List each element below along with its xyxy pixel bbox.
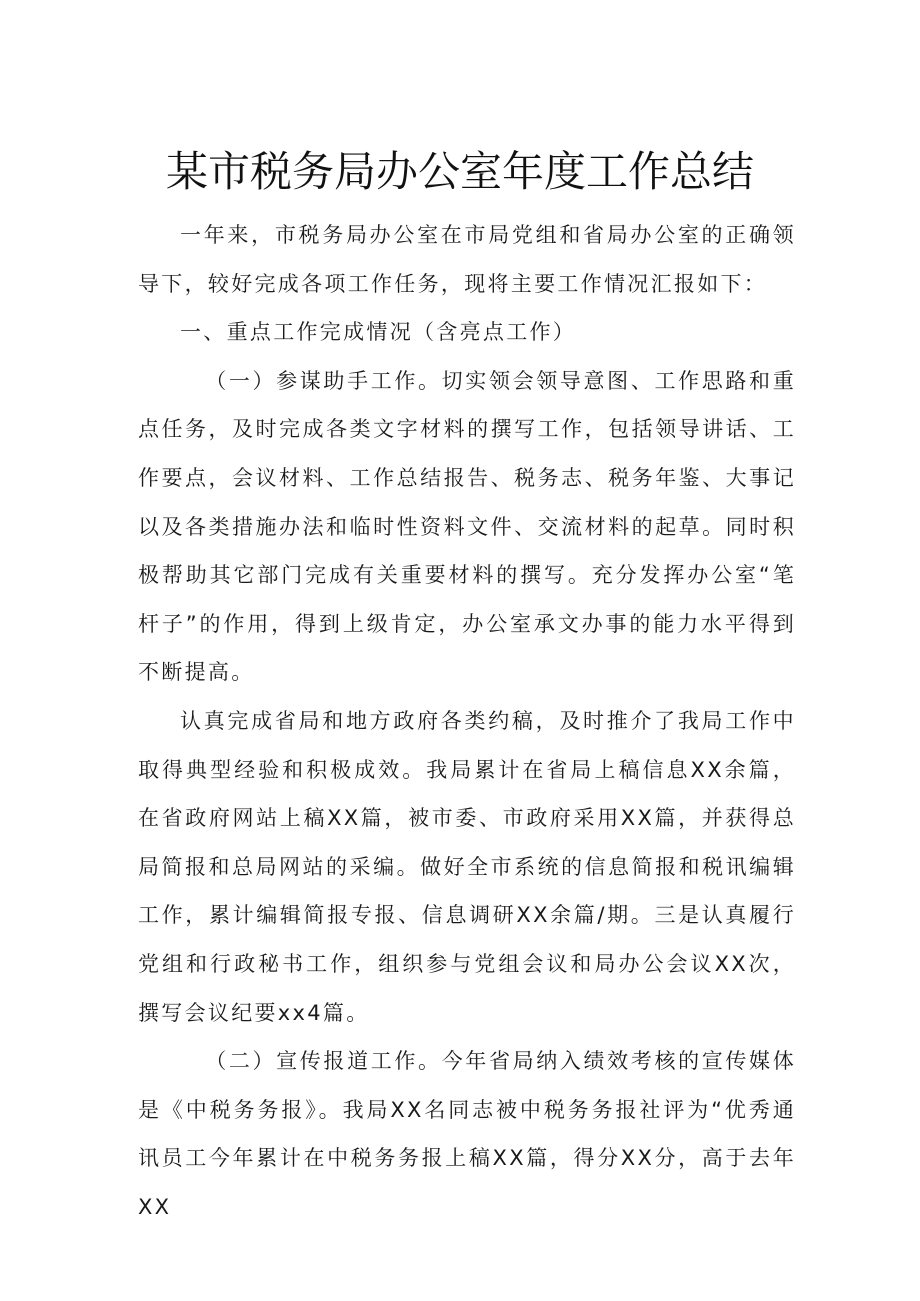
paragraph-intro: 一年来，市税务局办公室在市局党组和省局办公室的正确领导下，较好完成各项工作任务，现将主要工作情况汇报如下： bbox=[138, 223, 796, 296]
section-heading-1: 一、重点工作完成情况（含亮点工作） bbox=[180, 320, 577, 345]
document-body bbox=[138, 211, 796, 1231]
paragraph-manuscripts: 认真完成省局和地方政府各类约稿，及时推介了我局工作中取得典型经验和积极成效。我局累计在省局上稿信息XX余篇，在省政府网站上稿XX篇，被市委、市政府采用XX篇，并获得总局简报和总局网站的采编。做好全市系统的信息简报和税讯编辑工作，累计编辑简报专报、信息调研XX余篇/期。三是认真履行党组和行政秘书工作，组织参与党组会议和局办公会议XX次，撰写会议纪要xx4篇。 bbox=[138, 708, 796, 1025]
paragraph-publicity-work: （二）宣传报道工作。今年省局纳入绩效考核的宣传媒体是《中税务务报》。我局XX名同志被中税务务报社评为“优秀通讯员工今年累计在中税务务报上稿XX篇，得分XX分，高于去年XX bbox=[138, 1049, 796, 1219]
paragraph-advisory-work: （一）参谋助手工作。切实领会领导意图、工作思路和重点任务，及时完成各类文字材料的撰写工作，包括领导讲话、工作要点，会议材料、工作总结报告、税务志、税务年鉴、大事记以及各类措施办法和临时性资料文件、交流材料的起草。同时积极帮助其它部门完成有关重要材料的撰写。充分发挥办公室“笔杆子”的作用，得到上级肯定，办公室承文办事的能力水平得到不断提高。 bbox=[138, 368, 796, 685]
document-title: 某市税务局办公室年度工作总结 bbox=[165, 147, 754, 196]
